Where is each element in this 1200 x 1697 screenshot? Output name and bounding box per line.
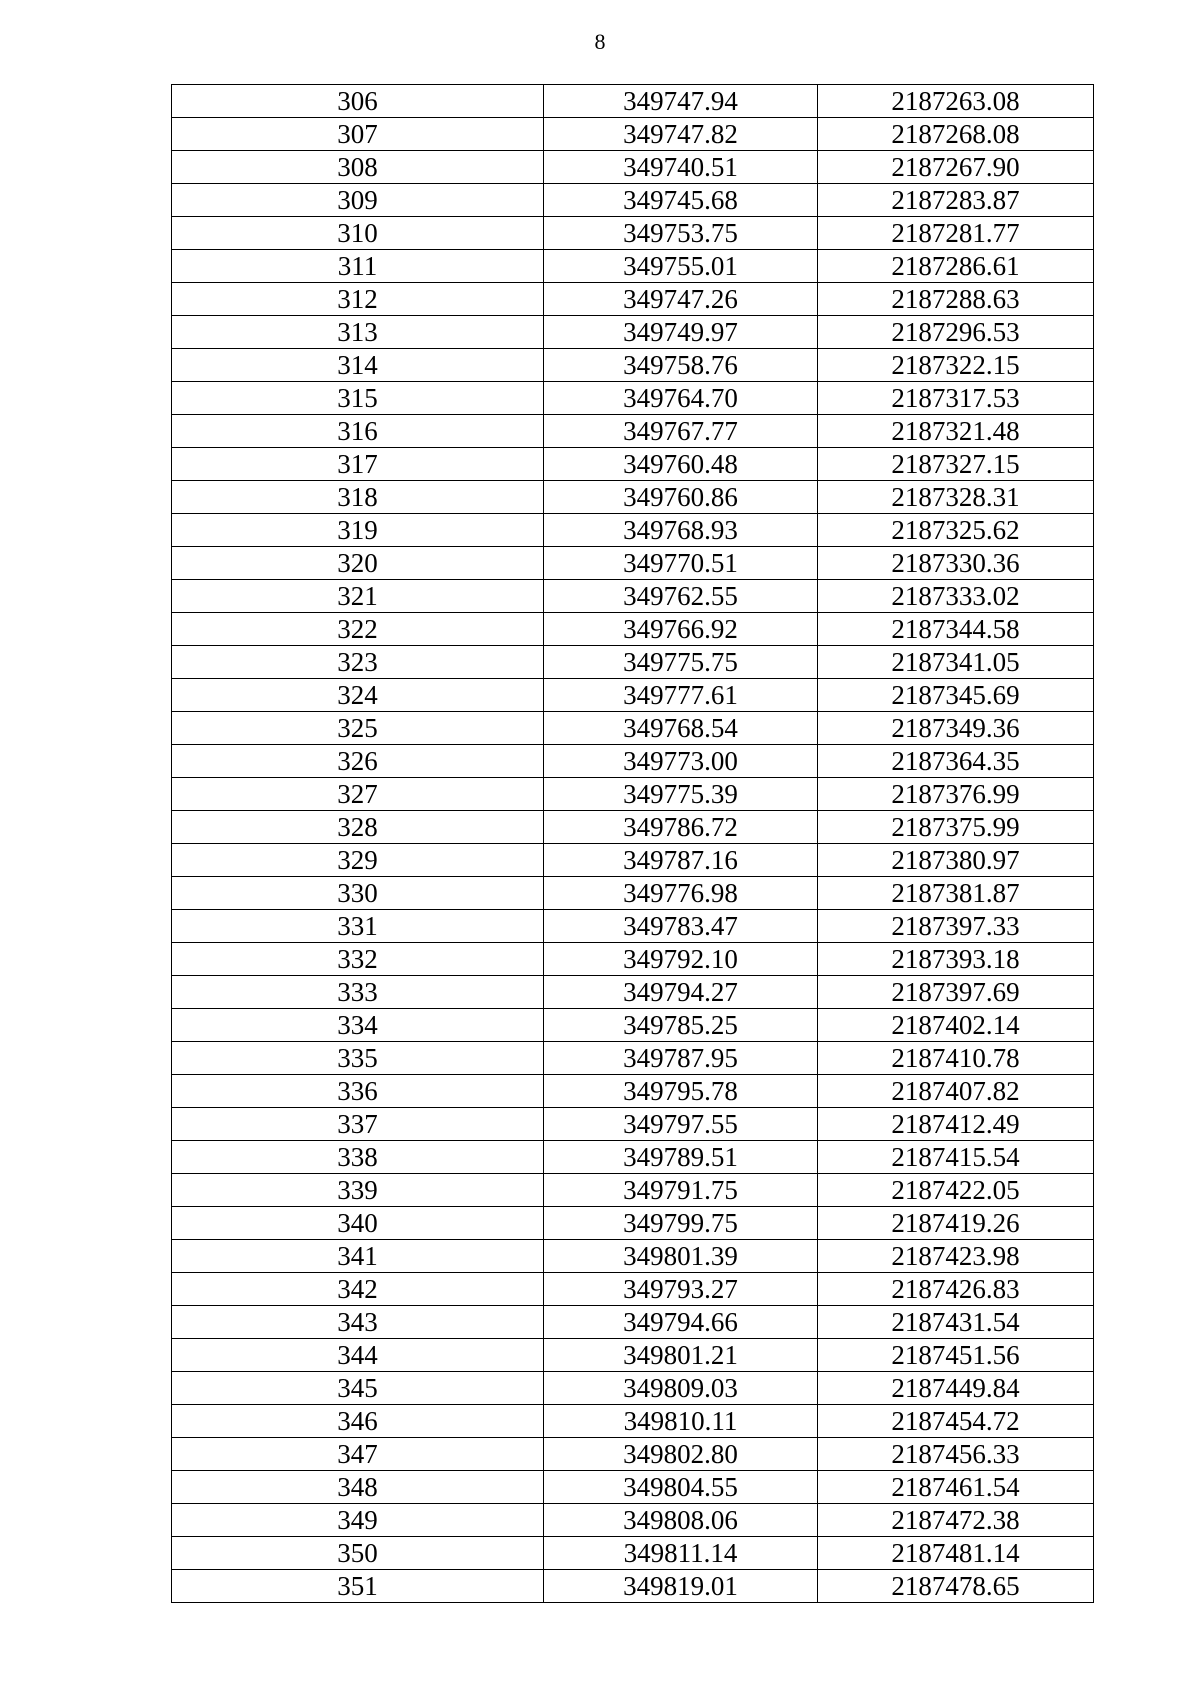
y-coordinate-cell: 2187263.08 bbox=[818, 85, 1094, 118]
point-number-cell: 344 bbox=[172, 1339, 544, 1372]
x-coordinate-cell: 349787.95 bbox=[544, 1042, 818, 1075]
table-row bbox=[172, 1306, 1094, 1339]
point-number-cell: 336 bbox=[172, 1075, 544, 1108]
table-row bbox=[172, 976, 1094, 1009]
point-number-cell: 309 bbox=[172, 184, 544, 217]
point-number-cell: 320 bbox=[172, 547, 544, 580]
y-coordinate-cell: 2187333.02 bbox=[818, 580, 1094, 613]
y-coordinate-cell: 2187327.15 bbox=[818, 448, 1094, 481]
y-coordinate-cell: 2187375.99 bbox=[818, 811, 1094, 844]
point-number-cell: 314 bbox=[172, 349, 544, 382]
y-coordinate-cell: 2187296.53 bbox=[818, 316, 1094, 349]
table-row bbox=[172, 415, 1094, 448]
point-number-cell: 331 bbox=[172, 910, 544, 943]
x-coordinate-cell: 349810.11 bbox=[544, 1405, 818, 1438]
x-coordinate-cell: 349783.47 bbox=[544, 910, 818, 943]
table-row bbox=[172, 514, 1094, 547]
x-coordinate-cell: 349770.51 bbox=[544, 547, 818, 580]
table-row bbox=[172, 580, 1094, 613]
table-row bbox=[172, 943, 1094, 976]
coordinates-table bbox=[171, 84, 1094, 1603]
point-number-cell: 350 bbox=[172, 1537, 544, 1570]
point-number-cell: 332 bbox=[172, 943, 544, 976]
y-coordinate-cell: 2187397.33 bbox=[818, 910, 1094, 943]
point-number-cell: 341 bbox=[172, 1240, 544, 1273]
point-number-cell: 308 bbox=[172, 151, 544, 184]
y-coordinate-cell: 2187407.82 bbox=[818, 1075, 1094, 1108]
table-row bbox=[172, 679, 1094, 712]
point-number-cell: 339 bbox=[172, 1174, 544, 1207]
x-coordinate-cell: 349786.72 bbox=[544, 811, 818, 844]
y-coordinate-cell: 2187426.83 bbox=[818, 1273, 1094, 1306]
y-coordinate-cell: 2187328.31 bbox=[818, 481, 1094, 514]
x-coordinate-cell: 349791.75 bbox=[544, 1174, 818, 1207]
x-coordinate-cell: 349795.78 bbox=[544, 1075, 818, 1108]
point-number-cell: 346 bbox=[172, 1405, 544, 1438]
point-number-cell: 307 bbox=[172, 118, 544, 151]
y-coordinate-cell: 2187267.90 bbox=[818, 151, 1094, 184]
table-row bbox=[172, 1042, 1094, 1075]
y-coordinate-cell: 2187397.69 bbox=[818, 976, 1094, 1009]
y-coordinate-cell: 2187449.84 bbox=[818, 1372, 1094, 1405]
x-coordinate-cell: 349792.10 bbox=[544, 943, 818, 976]
table-row bbox=[172, 1504, 1094, 1537]
point-number-cell: 319 bbox=[172, 514, 544, 547]
table-row bbox=[172, 1570, 1094, 1603]
y-coordinate-cell: 2187461.54 bbox=[818, 1471, 1094, 1504]
x-coordinate-cell: 349797.55 bbox=[544, 1108, 818, 1141]
y-coordinate-cell: 2187423.98 bbox=[818, 1240, 1094, 1273]
point-number-cell: 343 bbox=[172, 1306, 544, 1339]
table-row bbox=[172, 613, 1094, 646]
x-coordinate-cell: 349755.01 bbox=[544, 250, 818, 283]
point-number-cell: 323 bbox=[172, 646, 544, 679]
y-coordinate-cell: 2187286.61 bbox=[818, 250, 1094, 283]
point-number-cell: 348 bbox=[172, 1471, 544, 1504]
point-number-cell: 342 bbox=[172, 1273, 544, 1306]
x-coordinate-cell: 349787.16 bbox=[544, 844, 818, 877]
table-row bbox=[172, 547, 1094, 580]
table-row bbox=[172, 1537, 1094, 1570]
point-number-cell: 338 bbox=[172, 1141, 544, 1174]
table-body bbox=[172, 85, 1094, 1603]
x-coordinate-cell: 349801.21 bbox=[544, 1339, 818, 1372]
point-number-cell: 317 bbox=[172, 448, 544, 481]
y-coordinate-cell: 2187344.58 bbox=[818, 613, 1094, 646]
x-coordinate-cell: 349802.80 bbox=[544, 1438, 818, 1471]
y-coordinate-cell: 2187322.15 bbox=[818, 349, 1094, 382]
x-coordinate-cell: 349753.75 bbox=[544, 217, 818, 250]
point-number-cell: 310 bbox=[172, 217, 544, 250]
point-number-cell: 328 bbox=[172, 811, 544, 844]
x-coordinate-cell: 349775.75 bbox=[544, 646, 818, 679]
x-coordinate-cell: 349785.25 bbox=[544, 1009, 818, 1042]
y-coordinate-cell: 2187478.65 bbox=[818, 1570, 1094, 1603]
y-coordinate-cell: 2187283.87 bbox=[818, 184, 1094, 217]
x-coordinate-cell: 349768.93 bbox=[544, 514, 818, 547]
x-coordinate-cell: 349762.55 bbox=[544, 580, 818, 613]
table-row bbox=[172, 1405, 1094, 1438]
x-coordinate-cell: 349808.06 bbox=[544, 1504, 818, 1537]
y-coordinate-cell: 2187402.14 bbox=[818, 1009, 1094, 1042]
point-number-cell: 345 bbox=[172, 1372, 544, 1405]
table-row bbox=[172, 1207, 1094, 1240]
table-row bbox=[172, 250, 1094, 283]
x-coordinate-cell: 349758.76 bbox=[544, 349, 818, 382]
table-row bbox=[172, 118, 1094, 151]
page-number: 8 bbox=[594, 29, 606, 54]
table-row bbox=[172, 1141, 1094, 1174]
point-number-cell: 327 bbox=[172, 778, 544, 811]
point-number-cell: 312 bbox=[172, 283, 544, 316]
y-coordinate-cell: 2187454.72 bbox=[818, 1405, 1094, 1438]
x-coordinate-cell: 349768.54 bbox=[544, 712, 818, 745]
x-coordinate-cell: 349776.98 bbox=[544, 877, 818, 910]
point-number-cell: 316 bbox=[172, 415, 544, 448]
table-row bbox=[172, 316, 1094, 349]
table-row bbox=[172, 1471, 1094, 1504]
x-coordinate-cell: 349789.51 bbox=[544, 1141, 818, 1174]
point-number-cell: 340 bbox=[172, 1207, 544, 1240]
table-row bbox=[172, 877, 1094, 910]
table-row bbox=[172, 1372, 1094, 1405]
y-coordinate-cell: 2187330.36 bbox=[818, 547, 1094, 580]
table-row bbox=[172, 1339, 1094, 1372]
table-row bbox=[172, 1240, 1094, 1273]
table-row bbox=[172, 151, 1094, 184]
x-coordinate-cell: 349773.00 bbox=[544, 745, 818, 778]
x-coordinate-cell: 349767.77 bbox=[544, 415, 818, 448]
table-row bbox=[172, 85, 1094, 118]
table-row bbox=[172, 1438, 1094, 1471]
point-number-cell: 326 bbox=[172, 745, 544, 778]
table-row bbox=[172, 712, 1094, 745]
point-number-cell: 329 bbox=[172, 844, 544, 877]
point-number-cell: 322 bbox=[172, 613, 544, 646]
table-row bbox=[172, 481, 1094, 514]
x-coordinate-cell: 349764.70 bbox=[544, 382, 818, 415]
x-coordinate-cell: 349749.97 bbox=[544, 316, 818, 349]
table-row bbox=[172, 217, 1094, 250]
y-coordinate-cell: 2187451.56 bbox=[818, 1339, 1094, 1372]
point-number-cell: 351 bbox=[172, 1570, 544, 1603]
point-number-cell: 324 bbox=[172, 679, 544, 712]
point-number-cell: 321 bbox=[172, 580, 544, 613]
y-coordinate-cell: 2187415.54 bbox=[818, 1141, 1094, 1174]
point-number-cell: 349 bbox=[172, 1504, 544, 1537]
x-coordinate-cell: 349794.27 bbox=[544, 976, 818, 1009]
table-row bbox=[172, 1273, 1094, 1306]
table-row bbox=[172, 778, 1094, 811]
y-coordinate-cell: 2187349.36 bbox=[818, 712, 1094, 745]
x-coordinate-cell: 349747.26 bbox=[544, 283, 818, 316]
y-coordinate-cell: 2187481.14 bbox=[818, 1537, 1094, 1570]
table-row bbox=[172, 382, 1094, 415]
point-number-cell: 330 bbox=[172, 877, 544, 910]
table-row bbox=[172, 646, 1094, 679]
y-coordinate-cell: 2187268.08 bbox=[818, 118, 1094, 151]
point-number-cell: 306 bbox=[172, 85, 544, 118]
table-row bbox=[172, 349, 1094, 382]
x-coordinate-cell: 349760.48 bbox=[544, 448, 818, 481]
y-coordinate-cell: 2187317.53 bbox=[818, 382, 1094, 415]
table-row bbox=[172, 1174, 1094, 1207]
point-number-cell: 334 bbox=[172, 1009, 544, 1042]
x-coordinate-cell: 349777.61 bbox=[544, 679, 818, 712]
y-coordinate-cell: 2187380.97 bbox=[818, 844, 1094, 877]
point-number-cell: 318 bbox=[172, 481, 544, 514]
y-coordinate-cell: 2187345.69 bbox=[818, 679, 1094, 712]
table-row bbox=[172, 1108, 1094, 1141]
x-coordinate-cell: 349793.27 bbox=[544, 1273, 818, 1306]
x-coordinate-cell: 349811.14 bbox=[544, 1537, 818, 1570]
x-coordinate-cell: 349794.66 bbox=[544, 1306, 818, 1339]
table-row bbox=[172, 745, 1094, 778]
x-coordinate-cell: 349747.94 bbox=[544, 85, 818, 118]
point-number-cell: 313 bbox=[172, 316, 544, 349]
table-row bbox=[172, 811, 1094, 844]
table-row bbox=[172, 910, 1094, 943]
x-coordinate-cell: 349760.86 bbox=[544, 481, 818, 514]
y-coordinate-cell: 2187288.63 bbox=[818, 283, 1094, 316]
y-coordinate-cell: 2187341.05 bbox=[818, 646, 1094, 679]
y-coordinate-cell: 2187325.62 bbox=[818, 514, 1094, 547]
x-coordinate-cell: 349740.51 bbox=[544, 151, 818, 184]
x-coordinate-cell: 349766.92 bbox=[544, 613, 818, 646]
table-row bbox=[172, 1075, 1094, 1108]
y-coordinate-cell: 2187472.38 bbox=[818, 1504, 1094, 1537]
point-number-cell: 337 bbox=[172, 1108, 544, 1141]
x-coordinate-cell: 349801.39 bbox=[544, 1240, 818, 1273]
point-number-cell: 315 bbox=[172, 382, 544, 415]
y-coordinate-cell: 2187281.77 bbox=[818, 217, 1094, 250]
y-coordinate-cell: 2187419.26 bbox=[818, 1207, 1094, 1240]
point-number-cell: 333 bbox=[172, 976, 544, 1009]
table-row bbox=[172, 184, 1094, 217]
x-coordinate-cell: 349809.03 bbox=[544, 1372, 818, 1405]
point-number-cell: 325 bbox=[172, 712, 544, 745]
x-coordinate-cell: 349775.39 bbox=[544, 778, 818, 811]
y-coordinate-cell: 2187376.99 bbox=[818, 778, 1094, 811]
x-coordinate-cell: 349819.01 bbox=[544, 1570, 818, 1603]
y-coordinate-cell: 2187456.33 bbox=[818, 1438, 1094, 1471]
y-coordinate-cell: 2187412.49 bbox=[818, 1108, 1094, 1141]
y-coordinate-cell: 2187364.35 bbox=[818, 745, 1094, 778]
x-coordinate-cell: 349799.75 bbox=[544, 1207, 818, 1240]
y-coordinate-cell: 2187422.05 bbox=[818, 1174, 1094, 1207]
table-row bbox=[172, 1009, 1094, 1042]
y-coordinate-cell: 2187431.54 bbox=[818, 1306, 1094, 1339]
x-coordinate-cell: 349745.68 bbox=[544, 184, 818, 217]
table-row bbox=[172, 844, 1094, 877]
point-number-cell: 347 bbox=[172, 1438, 544, 1471]
y-coordinate-cell: 2187410.78 bbox=[818, 1042, 1094, 1075]
y-coordinate-cell: 2187321.48 bbox=[818, 415, 1094, 448]
point-number-cell: 335 bbox=[172, 1042, 544, 1075]
y-coordinate-cell: 2187381.87 bbox=[818, 877, 1094, 910]
y-coordinate-cell: 2187393.18 bbox=[818, 943, 1094, 976]
x-coordinate-cell: 349747.82 bbox=[544, 118, 818, 151]
x-coordinate-cell: 349804.55 bbox=[544, 1471, 818, 1504]
table-row bbox=[172, 283, 1094, 316]
point-number-cell: 311 bbox=[172, 250, 544, 283]
table-row bbox=[172, 448, 1094, 481]
